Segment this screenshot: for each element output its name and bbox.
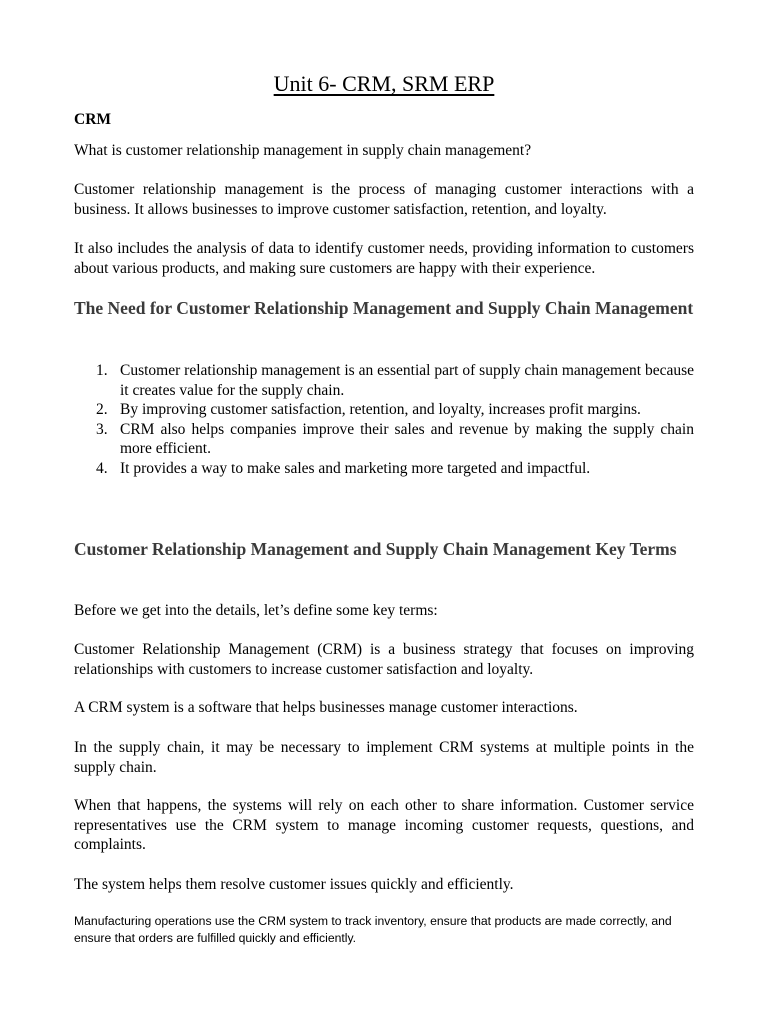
question-text: What is customer relationship management in supply chain management? [74, 142, 532, 159]
terms-paragraph-6: Manufacturing operations use the CRM system to track inventory, ensure that products are made correctly, and ensure that orders are fulfilled quickly and efficiently. [74, 914, 672, 945]
list-item: 4. It provides a way to make sales and marketing more targeted and impactful. [96, 459, 591, 477]
list-item: 3. CRM also helps companies improve their sales and revenue by making the supply chain more efficient. [96, 420, 694, 458]
document-title: Unit 6- CRM, SRM ERP [273, 71, 495, 96]
terms-intro: Before we get into the details, let’s define some key terms: [74, 602, 438, 619]
section-label: CRM [74, 111, 112, 128]
terms-paragraph-2: A CRM system is a software that helps businesses manage customer interactions. [74, 699, 578, 716]
heading-key-terms: Customer Relationship Management and Supply Chain Management Key Terms [74, 539, 677, 559]
need-list [74, 361, 694, 479]
heading-need: The Need for Customer Relationship Management and Supply Chain Management [74, 298, 694, 318]
intro-paragraph-2: It also includes the analysis of data to identify customer needs, providing information to customers about various products, and making sure customers are happy with their experience. [74, 240, 694, 277]
terms-paragraph-1: Customer Relationship Management (CRM) is a business strategy that focuses on improving relationships with customers to increase customer satisfaction and loyalty. [74, 641, 694, 678]
terms-paragraph-4: When that happens, the systems will rely on each other to share information. Customer service representatives use the CRM system to manage incoming customer requests, questions, and complaints. [74, 797, 694, 854]
list-item: 1. Customer relationship management is an essential part of supply chain management because it creates value for the supply chain. [96, 362, 694, 399]
intro-paragraph-1: Customer relationship management is the process of managing customer interactions with a business. It allows businesses to improve customer satisfaction, retention, and loyalty. [74, 181, 694, 218]
list-item: 2. By improving customer satisfaction, retention, and loyalty, increases profit margins. [96, 401, 641, 419]
terms-paragraph-5: The system helps them resolve customer issues quickly and efficiently. [74, 876, 514, 893]
terms-paragraph-3: In the supply chain, it may be necessary to implement CRM systems at multiple points in the supply chain. [74, 739, 694, 776]
